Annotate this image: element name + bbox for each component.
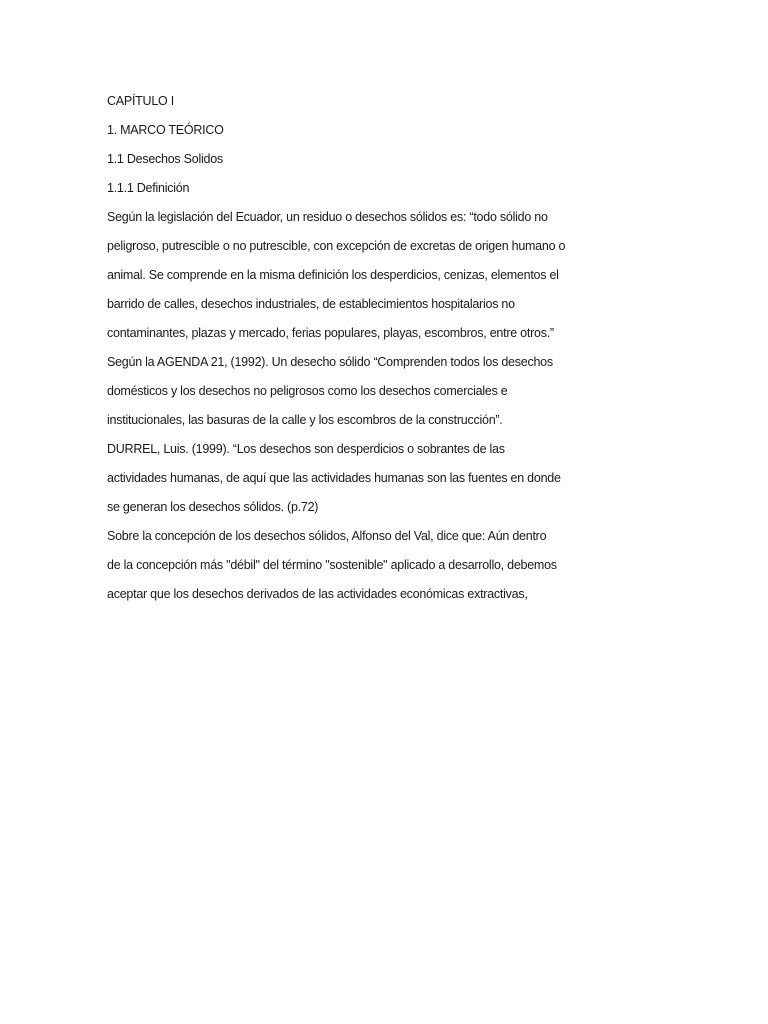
body-line: barrido de calles, desechos industriales, de establecimientos hospitalarios no — [107, 297, 515, 311]
document-body — [107, 91, 707, 613]
body-line: Según la legislación del Ecuador, un residuo o desechos sólidos es: “todo sólido no — [107, 210, 548, 224]
body-line: peligroso, putrescible o no putrescible, con excepción de excretas de origen humano o — [107, 239, 566, 253]
body-line: Según la AGENDA 21, (1992). Un desecho sólido “Comprenden todos los desechos — [107, 355, 553, 369]
body-line: institucionales, las basuras de la calle y los escombros de la construcción”. — [107, 413, 503, 427]
body-line: actividades humanas, de aquí que las actividades humanas son las fuentes en donde — [107, 471, 561, 485]
body-line: domésticos y los desechos no peligrosos como los desechos comerciales e — [107, 384, 508, 398]
body-line: DURREL, Luis. (1999). “Los desechos son desperdicios o sobrantes de las — [107, 442, 505, 456]
body-line: de la concepción más "débil" del término "sostenible" aplicado a desarrollo, debemos — [107, 558, 557, 572]
chapter-heading: CAPÍTULO I — [107, 94, 174, 108]
body-line: aceptar que los desechos derivados de las actividades económicas extractivas, — [107, 587, 528, 601]
subsubsection-heading: 1.1.1 Definición — [107, 181, 190, 195]
subsection-heading: 1.1 Desechos Solidos — [107, 152, 223, 166]
body-line: animal. Se comprende en la misma definición los desperdicios, cenizas, elementos el — [107, 268, 559, 282]
section-heading: 1. MARCO TEÓRICO — [107, 123, 224, 137]
body-line: se generan los desechos sólidos. (p.72) — [107, 500, 319, 514]
body-line: contaminantes, plazas y mercado, ferias populares, playas, escombros, entre otros.” — [107, 326, 554, 340]
body-line: Sobre la concepción de los desechos sólidos, Alfonso del Val, dice que: Aún dentro — [107, 529, 547, 543]
